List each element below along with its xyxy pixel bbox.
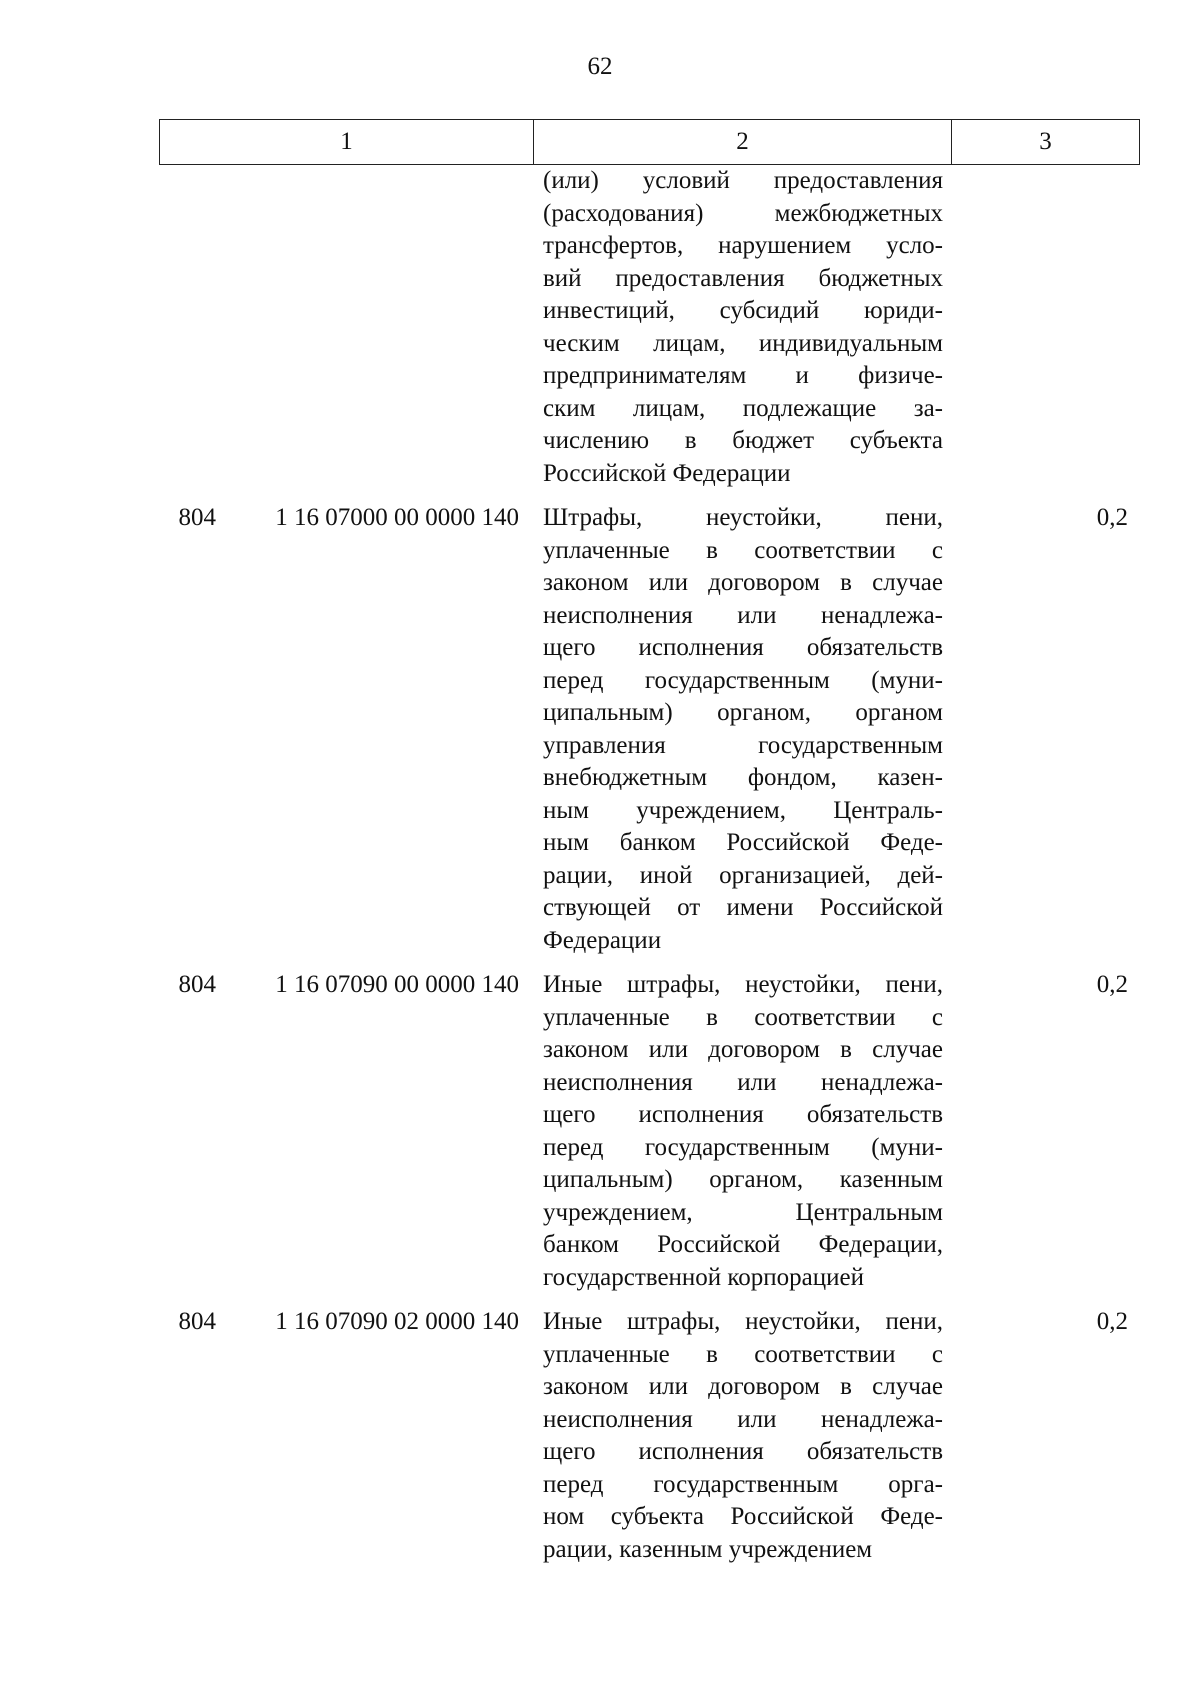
description-line: учреждением, Центральным xyxy=(543,1198,943,1226)
description-line: уплаченные в соответствии с xyxy=(543,1340,943,1368)
description-line: законом или договором в случае xyxy=(543,1036,943,1063)
description-line: неисполнения или ненадлежа- xyxy=(543,1068,943,1096)
description-line: трансфертов, нарушением усло- xyxy=(543,232,943,259)
description-cell xyxy=(543,165,943,490)
description-line: (расходования) межбюджетных xyxy=(543,199,943,227)
description-line: (или) условий предоставления xyxy=(543,167,943,194)
description-cell xyxy=(543,1306,943,1566)
table-row xyxy=(159,165,1140,490)
budget-code-cell: 1 16 07090 00 0000 140 xyxy=(275,971,519,998)
description-line: Иные штрафы, неустойки, пени, xyxy=(543,971,943,998)
budget-code-cell: 1 16 07000 00 0000 140 xyxy=(275,504,519,531)
budget-code-cell: 1 16 07090 02 0000 140 xyxy=(275,1308,519,1335)
description-line: инвестиций, субсидий юриди- xyxy=(543,297,943,324)
description-line: неисполнения или ненадлежа- xyxy=(543,601,943,629)
description-line: неисполнения или ненадлежа- xyxy=(543,1405,943,1433)
description-line: ным банком Российской Феде- xyxy=(543,829,943,856)
description-line: ципальным) органом, казенным xyxy=(543,1166,943,1193)
description-line: ческим лицам, индивидуальным xyxy=(543,329,943,357)
description-line: банком Российской Федерации, xyxy=(543,1231,943,1258)
description-line: перед государственным (муни- xyxy=(543,1133,943,1161)
description-line: законом или договором в случае xyxy=(543,569,943,596)
norm-value-cell: 0,2 xyxy=(1096,971,1128,998)
description-line: уплаченные в соответствии с xyxy=(543,536,943,564)
description-cell xyxy=(543,502,943,957)
norm-value-cell: 0,2 xyxy=(1096,1308,1128,1335)
description-line: предпринимателям и физиче- xyxy=(543,362,943,389)
description-line: ным учреждением, Централь- xyxy=(543,796,943,824)
description-line: щего исполнения обязательств xyxy=(543,1438,943,1465)
admin-code-cell: 804 xyxy=(178,971,216,998)
description-line: рации, казенным учреждением xyxy=(543,1535,873,1563)
description-line: государственной корпорацией xyxy=(543,1263,865,1291)
description-line: вий предоставления бюджетных xyxy=(543,264,943,292)
description-line: числению в бюджет субъекта xyxy=(543,427,943,454)
table-row xyxy=(159,969,1140,1294)
description-line: внебюджетным фондом, казен- xyxy=(543,764,943,791)
header-col-3: 3 xyxy=(1039,128,1052,155)
description-cell xyxy=(543,969,943,1294)
description-line: перед государственным орга- xyxy=(543,1470,943,1498)
description-line: Российской Федерации xyxy=(543,459,791,487)
norm-value-cell: 0,2 xyxy=(1096,504,1128,531)
admin-code-cell: 804 xyxy=(178,504,216,531)
table-body xyxy=(159,165,1140,1566)
description-line: Федерации xyxy=(543,926,662,954)
description-line: законом или договором в случае xyxy=(543,1373,943,1400)
description-line: Иные штрафы, неустойки, пени, xyxy=(543,1308,943,1335)
header-col-1: 1 xyxy=(160,120,534,164)
description-line: ствующей от имени Российской xyxy=(543,894,943,921)
description-line: ципальным) органом, органом xyxy=(543,699,943,726)
description-line: управления государственным xyxy=(543,731,943,759)
description-line: щего исполнения обязательств xyxy=(543,1101,943,1128)
description-line: щего исполнения обязательств xyxy=(543,634,943,661)
page-number: 62 xyxy=(587,53,613,80)
table-header xyxy=(159,119,1140,165)
description-line: уплаченные в соответствии с xyxy=(543,1003,943,1031)
table-row xyxy=(159,502,1140,957)
table-row xyxy=(159,1306,1140,1566)
header-col-2: 2 xyxy=(534,120,952,164)
description-line: перед государственным (муни- xyxy=(543,666,943,694)
description-line: рации, иной организацией, дей- xyxy=(543,861,943,889)
admin-code-cell: 804 xyxy=(178,1308,216,1335)
description-line: Штрафы, неустойки, пени, xyxy=(543,504,943,531)
description-line: ским лицам, подлежащие за- xyxy=(543,394,943,422)
description-line: ном субъекта Российской Феде- xyxy=(543,1503,943,1530)
